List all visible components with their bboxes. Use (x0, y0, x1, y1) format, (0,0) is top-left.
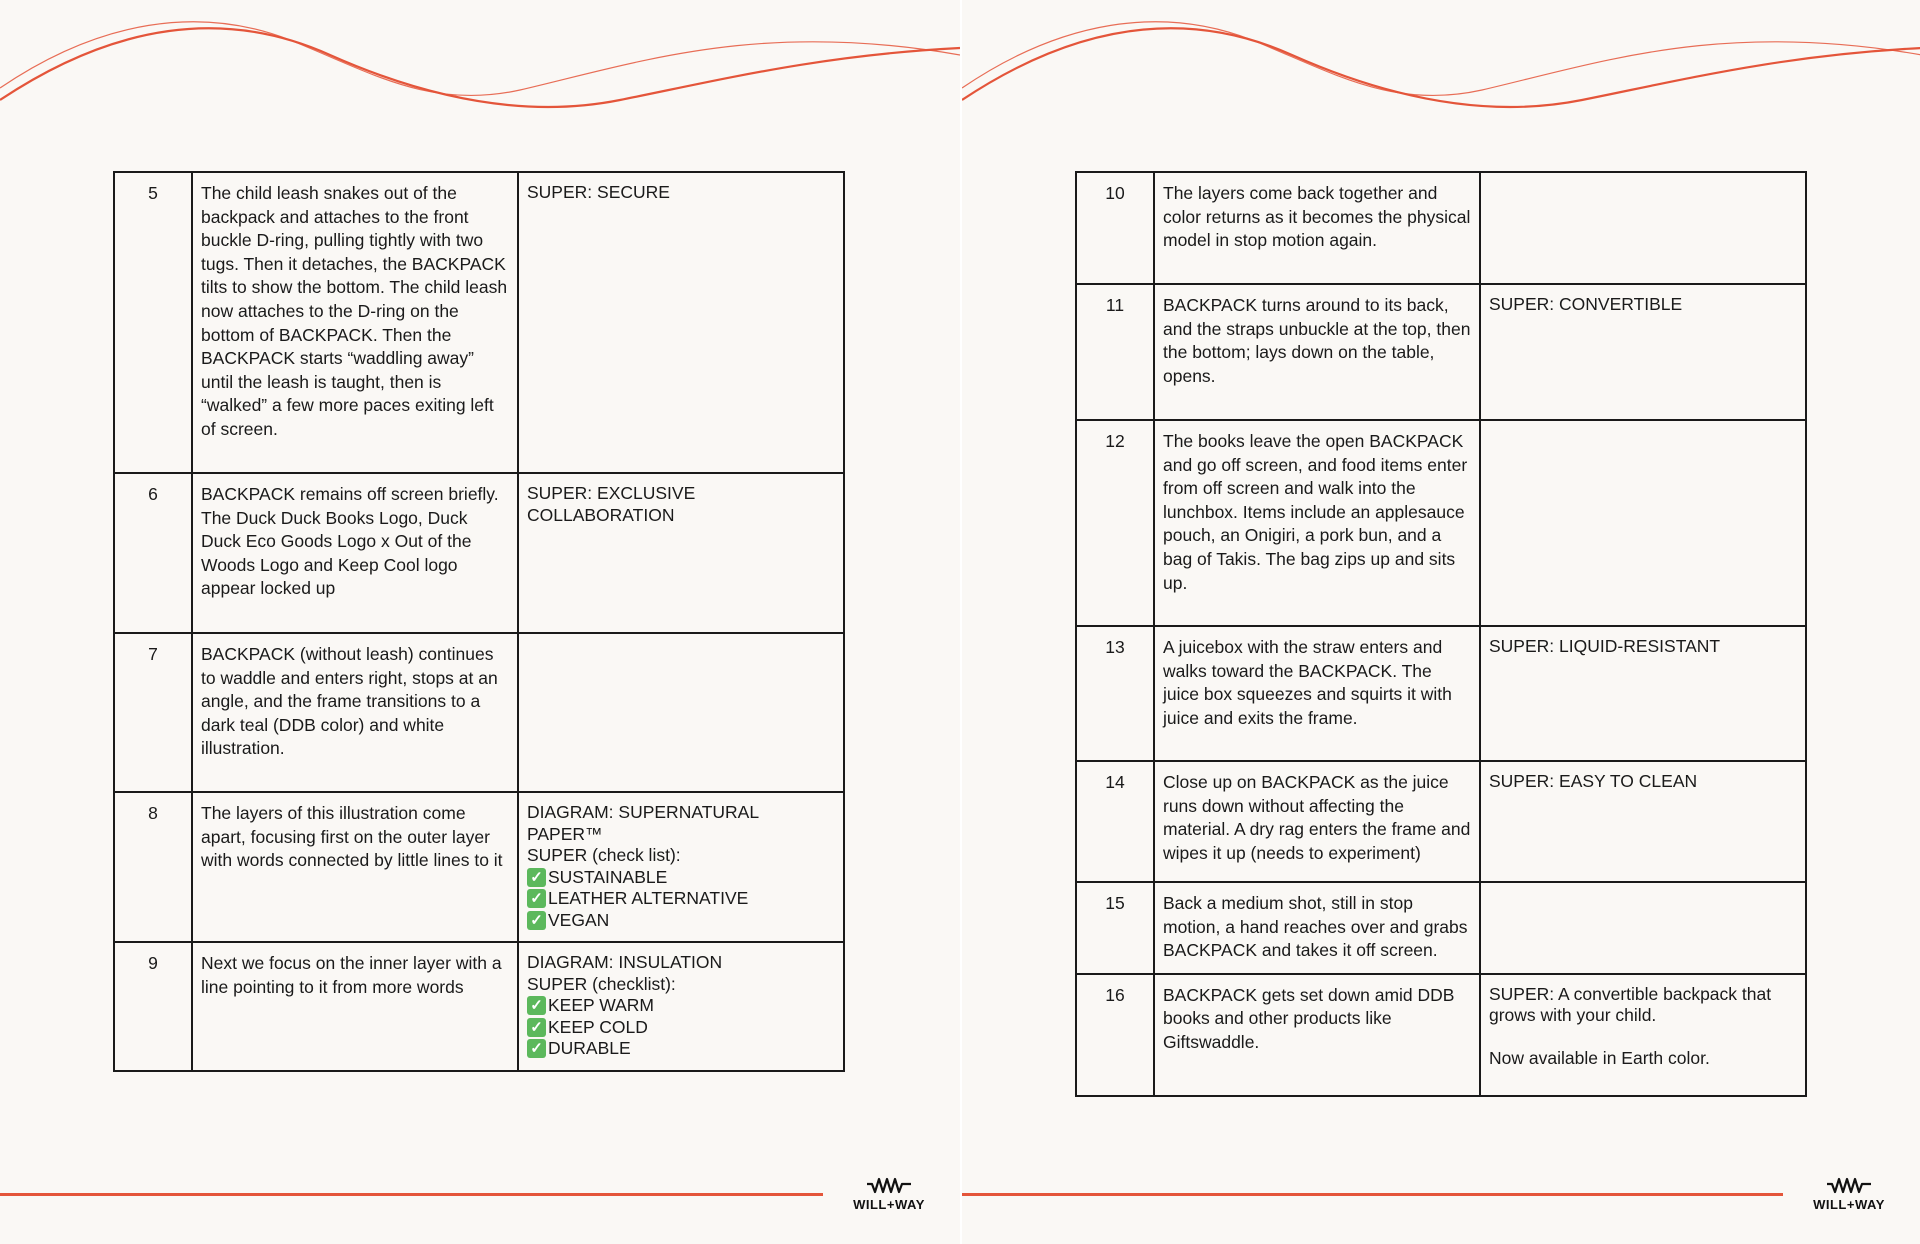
table-row (1076, 172, 1806, 284)
super-line: Now available in Earth color. (1489, 1047, 1710, 1068)
logo-wordmark: WILL+WAY (853, 1197, 925, 1212)
shot-super (1480, 172, 1806, 284)
shot-action: Back a medium shot, still in stop motion, a hand reaches over and grabs BACKPACK and takes it off screen. (1154, 882, 1480, 974)
super-line: DIAGRAM: SUPERNATURAL PAPER™ (527, 802, 759, 844)
shot-super (518, 942, 844, 1071)
super-line: SUPER: SECURE (527, 182, 670, 202)
shot-number: 11 (1076, 284, 1154, 420)
table-row (114, 942, 844, 1071)
super-line: SUPER: CONVERTIBLE (1489, 294, 1683, 314)
shot-number: 8 (114, 792, 192, 942)
checkmark-icon: ✓ (527, 868, 546, 887)
table-row (1076, 882, 1806, 974)
shot-super (1480, 420, 1806, 626)
table-row (1076, 761, 1806, 882)
shot-super (518, 792, 844, 942)
shot-action: BACKPACK remains off screen briefly. The Duck Duck Books Logo, Duck Duck Eco Goods Logo x Out of the Woods Logo and Keep Cool logo appear locked up (192, 473, 518, 633)
shot-number: 15 (1076, 882, 1154, 974)
shot-super (518, 473, 844, 633)
shot-action: Next we focus on the inner layer with a line pointing to it from more words (192, 942, 518, 1071)
checkmark-icon: ✓ (527, 1039, 546, 1058)
shot-action: The books leave the open BACKPACK and go off screen, and food items enter from off screen and walk into the lunchbox. Items include an applesauce pouch, an Onigiri, a pork bun, and a bag of Takis. The bag zips up and sits up. (1154, 420, 1480, 626)
shot-action: BACKPACK turns around to its back, and the straps unbuckle at the top, then the bottom; lays down on the table, opens. (1154, 284, 1480, 420)
table-row (114, 792, 844, 942)
shot-super (518, 172, 844, 473)
super-line: SUPER: LIQUID-RESISTANT (1489, 636, 1721, 656)
shot-number: 5 (114, 172, 192, 473)
table-row (1076, 626, 1806, 761)
shot-number: 13 (1076, 626, 1154, 761)
super-line: SUPER (checklist): (527, 973, 676, 994)
waveform-logo-icon (1826, 1176, 1872, 1196)
super-line: SUPER: A convertible backpack that grows with your child. (1489, 983, 1772, 1026)
brand-logo (1809, 1176, 1889, 1212)
super-line: SUPER (check list): (527, 845, 681, 865)
checkmark-icon: ✓ (527, 996, 546, 1015)
table-row (1076, 974, 1806, 1096)
checklist-item: ✓ DURABLE (527, 1038, 835, 1060)
checklist-item: ✓ SUSTAINABLE (527, 867, 835, 889)
checklist-item: ✓ KEEP WARM (527, 995, 835, 1017)
shot-number: 9 (114, 942, 192, 1071)
super-line: SUPER: EASY TO CLEAN (1489, 771, 1698, 791)
table-row (1076, 420, 1806, 626)
waveform-logo-icon (866, 1176, 912, 1196)
footer-rule (962, 1193, 1783, 1196)
checkmark-icon: ✓ (527, 1018, 546, 1037)
shot-action: A juicebox with the straw enters and walks toward the BACKPACK. The juice box squeezes and squirts it with juice and exits the frame. (1154, 626, 1480, 761)
page-right (962, 0, 1920, 1244)
shot-action: Close up on BACKPACK as the juice runs down without affecting the material. A dry rag enters the frame and wipes it up (needs to experiment) (1154, 761, 1480, 882)
shot-action: BACKPACK gets set down amid DDB books and other products like Giftswaddle. (1154, 974, 1480, 1096)
footer-rule (0, 1193, 823, 1196)
shot-super (1480, 626, 1806, 761)
storyboard-table (1075, 171, 1807, 1097)
shot-number: 16 (1076, 974, 1154, 1096)
storyboard-table (113, 171, 845, 1072)
shot-action: BACKPACK (without leash) continues to waddle and enters right, stops at an angle, and the frame transitions to a dark teal (DDB color) and white illustration. (192, 633, 518, 792)
shot-super (518, 633, 844, 792)
shot-super (1480, 882, 1806, 974)
shot-number: 14 (1076, 761, 1154, 882)
table-row (114, 633, 844, 792)
header-wave-decoration (962, 0, 1920, 140)
header-wave-decoration (0, 0, 960, 140)
shot-action: The child leash snakes out of the backpack and attaches to the front buckle D-ring, pulling tightly with two tugs. Then it detaches, the BACKPACK tilts to show the bottom. The child leash now attaches to the D-ring on the bottom of BACKPACK. Then the BACKPACK starts “waddling away” until the leash is taught, then is “walked” a few more paces exiting left of screen. (192, 172, 518, 473)
checkmark-icon: ✓ (527, 889, 546, 908)
checklist-item: ✓ KEEP COLD (527, 1017, 835, 1039)
shot-action: The layers of this illustration come apart, focusing first on the outer layer with words connected by little lines to it (192, 792, 518, 942)
shot-super (1480, 761, 1806, 882)
logo-wordmark: WILL+WAY (1813, 1197, 1885, 1212)
super-spacer (1489, 1027, 1797, 1048)
super-line: DIAGRAM: INSULATION (527, 952, 723, 972)
shot-number: 7 (114, 633, 192, 792)
checklist-item: ✓ LEATHER ALTERNATIVE (527, 888, 835, 910)
shot-number: 10 (1076, 172, 1154, 284)
table-row (114, 473, 844, 633)
shot-super (1480, 974, 1806, 1096)
checkmark-icon: ✓ (527, 911, 546, 930)
super-line: SUPER: EXCLUSIVE COLLABORATION (527, 483, 696, 525)
shot-super (1480, 284, 1806, 420)
checklist-item: ✓ VEGAN (527, 910, 835, 932)
shot-action: The layers come back together and color returns as it becomes the physical model in stop motion again. (1154, 172, 1480, 284)
shot-number: 12 (1076, 420, 1154, 626)
table-row (114, 172, 844, 473)
brand-logo (849, 1176, 929, 1212)
shot-number: 6 (114, 473, 192, 633)
table-row (1076, 284, 1806, 420)
